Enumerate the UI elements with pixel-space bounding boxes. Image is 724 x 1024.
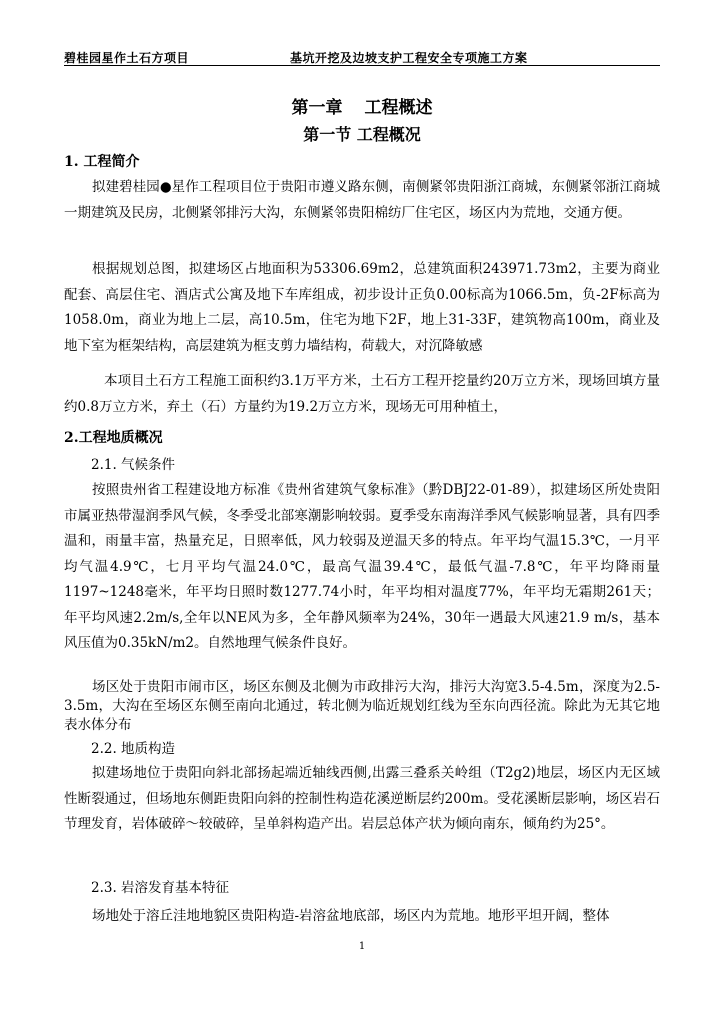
paragraph-climate: 按照贵州省工程建设地方标准《贵州省建筑气象标准》（黔DBJ22-01-89），拟建场区所处贵阳市属亚热带湿润季风气候，冬季受北部寒潮影响较弱。夏季受东南海洋季风气候影响显著，具有四季温和，雨量丰富，热量充足，日照率低，风力较弱及逆温天多的特点。年平均气温15.3℃，一月平均气温4.9℃，七月平均气温24.0℃，最高气温39.4℃，最低气温-7.8℃，年平均降雨量1197~1248毫米，年平均日照时数1277.74小时，年平均相对温度77%，年平均无霜期261天；年平均风速2.2m/s,全年以NE风为多，全年静风频率为24%，30年一遇最大风速21.9 m/s，基本风压值为0.35kN/m2。自然地理气候条件良好。 bbox=[64, 482, 660, 651]
paragraph-surface-water: 场区处于贵阳市闹市区，场区东侧及北侧为市政排污大沟，排污大沟宽3.5-4.5m，深度为2.5-3.5m，大沟在至场区东侧至南向北通过，转北侧为临近规划红线为至东向西径流。除此为无其它地表水体分布 bbox=[64, 679, 660, 733]
paragraph-karst: 场地处于溶丘洼地地貌区贵阳构造-岩溶盆地底部，场区内为荒地。地形平坦开阔，整体 bbox=[92, 908, 610, 924]
page-number: 1 bbox=[358, 941, 366, 952]
section-title: 第一节 工程概况 bbox=[303, 125, 421, 144]
heading-karst: 2.3. 岩溶发育基本特征 bbox=[91, 880, 230, 896]
chapter-name: 工程概述 bbox=[364, 98, 433, 118]
header-document-title: 基坑开挖及边坡支护工程安全专项施工方案 bbox=[290, 51, 528, 65]
heading-geology: 2.工程地质概况 bbox=[64, 430, 163, 446]
heading-geologic-structure: 2.2. 地质构造 bbox=[91, 741, 176, 757]
header-rule bbox=[64, 65, 660, 66]
paragraph-earthwork: 本项目土石方工程施工面积约3.1万平方米，土石方工程开挖量约20万立方米，现场回填方量约0.8万立方米，弃土（石）方量约为19.2万立方米，现场无可用种植土， bbox=[64, 373, 660, 415]
paragraph-location: 拟建碧桂园●星作工程项目位于贵阳市遵义路东侧，南侧紧邻贵阳浙江商城，东侧紧邻浙江商城一期建筑及民房，北侧紧邻排污大沟，东侧紧邻贵阳棉纺厂住宅区，场区内为荒地，交通方便。 bbox=[64, 179, 660, 221]
paragraph-geologic-structure: 拟建场地位于贵阳向斜北部扬起端近轴线西侧,出露三叠系关岭组（T2g2)地层，场区内无区域性断裂通过，但场地东侧距贵阳向斜的控制性构造花溪逆断层约200m。受花溪断层影响，场区岩石节理发育，岩体破碎～较破碎，呈单斜构造产出。岩层总体产状为倾向南东，倾角约为25°。 bbox=[64, 765, 660, 832]
page-header bbox=[64, 49, 660, 67]
header-project-name: 碧桂园星作土石方项目 bbox=[64, 51, 190, 65]
heading-climate: 2.1. 气候条件 bbox=[91, 457, 176, 473]
heading-project-intro: 1. 工程简介 bbox=[64, 154, 140, 170]
chapter-number: 第一章 bbox=[291, 98, 343, 118]
chapter-title bbox=[0, 93, 724, 118]
paragraph-planning: 根据规划总图，拟建场区占地面积为53306.69m2，总建筑面积243971.73m2，主要为商业配套、高层住宅、酒店式公寓及地下车库组成，初步设计正负0.00标高为1066.5m，负-2F标高为1058.0m，商业为地上二层，高10.5m，住宅为地下2F，地上31-33F，建筑物高100m，商业及地下室为框架结构，高层建筑为框支剪力墙结构，荷载大，对沉降敏感 bbox=[64, 261, 660, 354]
